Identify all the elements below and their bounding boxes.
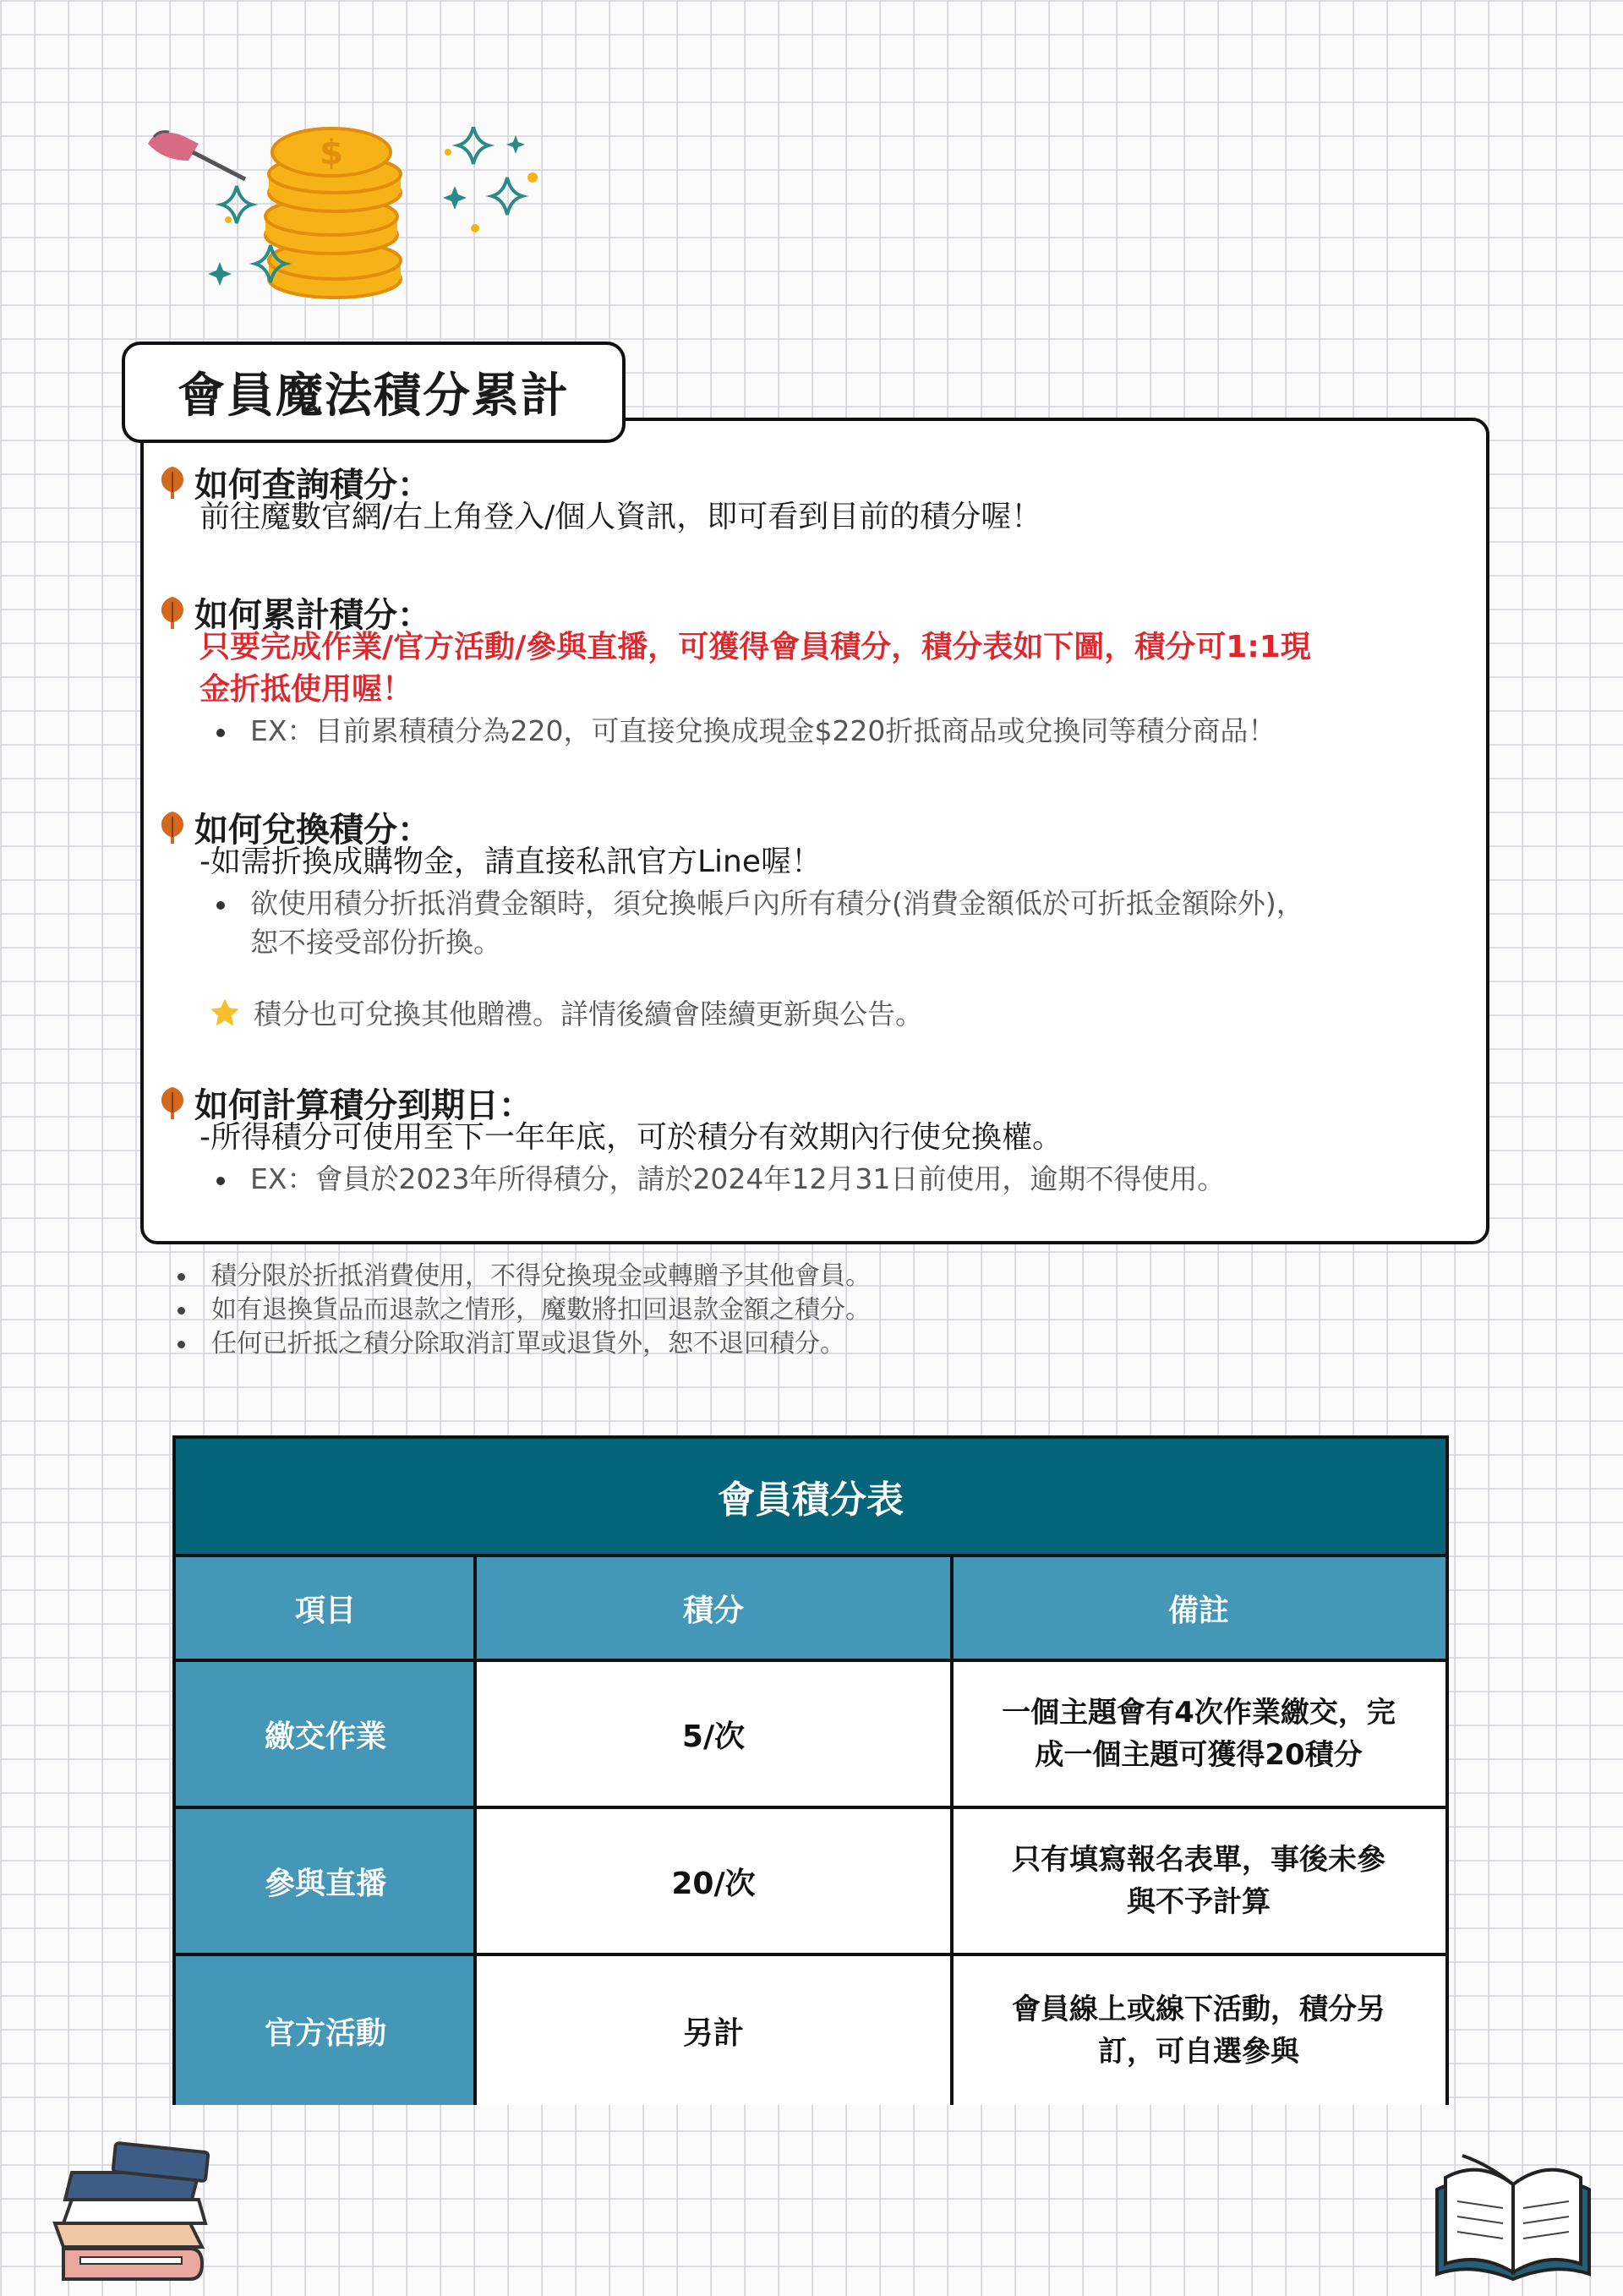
svg-text:$: $ — [320, 134, 343, 172]
row-note: 只有填寫報名表單，事後未參 與不予計算 — [952, 1809, 1445, 1953]
page-title: 會員魔法積分累計 — [178, 369, 570, 424]
redeem-rule: 欲使用積分折抵消費金額時，須兌換帳戶內所有積分(消費金額低於可折抵金額除外)， 恕不接受部份折換。 — [216, 884, 1304, 962]
book-stack-icon — [46, 2139, 216, 2291]
row-points: 5/次 — [475, 1662, 952, 1806]
info-card — [140, 418, 1489, 1244]
section-heading: 如何計算積分到期日： — [156, 1079, 533, 1127]
note-item: 積分限於折抵消費使用，不得兌換現金或轉贈予其他會員。 — [176, 1260, 871, 1293]
table-divider — [176, 1659, 1445, 1662]
row-item: 參與直播 — [176, 1809, 475, 1953]
title-tab — [122, 342, 626, 443]
accumulate-example: EX：目前累積積分為220，可直接兌換成現金$220折抵商品或兌換同等積分商品！ — [216, 712, 1276, 751]
row-item: 官方活動 — [176, 1956, 475, 2105]
points-table — [172, 1435, 1449, 2105]
column-header-points: 積分 — [475, 1557, 952, 1659]
leaf-icon — [156, 1085, 189, 1121]
column-header-item: 項目 — [176, 1557, 475, 1659]
coin-stack-icon — [144, 127, 541, 321]
table-divider — [950, 1557, 954, 2105]
table-divider — [473, 1557, 477, 2105]
section-heading: 如何累計積分： — [156, 588, 431, 637]
row-points: 另計 — [475, 1956, 952, 2105]
accumulate-highlight-1: 只要完成作業/官方活動/參與直播，可獲得會員積分，積分表如下圖，積分可1:1現 — [199, 630, 1311, 664]
leaf-icon — [156, 595, 189, 631]
open-book-icon — [1429, 2147, 1598, 2287]
section-heading: 如何兌換積分： — [156, 803, 431, 851]
table-divider — [176, 1806, 1445, 1809]
table-divider — [176, 1953, 1445, 1956]
row-note: 一個主題會有4次作業繳交，完 成一個主題可獲得20積分 — [952, 1662, 1445, 1806]
note-item: 任何已折抵之積分除取消訂單或退貨外，恕不退回積分。 — [176, 1327, 871, 1361]
row-points: 20/次 — [475, 1809, 952, 1953]
section-heading: 如何查詢積分： — [156, 458, 431, 506]
star-icon — [208, 996, 242, 1030]
accumulate-highlight-2: 金折抵使用喔！ — [199, 672, 413, 707]
query-text: 前往魔數官網/右上角登入/個人資訊，即可看到目前的積分喔！ — [199, 500, 1042, 534]
notes-list — [176, 1260, 871, 1361]
leaf-icon — [156, 465, 189, 500]
expiry-text: -所得積分可使用至下一年年底，可於積分有效期內行使兌換權。 — [199, 1120, 1063, 1155]
row-note: 會員線上或線下活動，積分另 訂，可自選參與 — [952, 1956, 1445, 2105]
note-item: 如有退換貨品而退款之情形，魔數將扣回退款金額之積分。 — [176, 1293, 871, 1327]
table-caption: 會員積分表 — [176, 1439, 1445, 1557]
redeem-text: -如需折換成購物金，請直接私訊官方Line喔！ — [199, 845, 822, 879]
leaf-icon — [156, 810, 189, 845]
expiry-example: EX：會員於2023年所得積分，請於2024年12月31日前使用，逾期不得使用。 — [216, 1160, 1225, 1199]
star-note: 積分也可兌換其他贈禮。詳情後續會陸續更新與公告。 — [208, 992, 923, 1032]
column-header-note: 備註 — [952, 1557, 1445, 1659]
row-item: 繳交作業 — [176, 1662, 475, 1806]
